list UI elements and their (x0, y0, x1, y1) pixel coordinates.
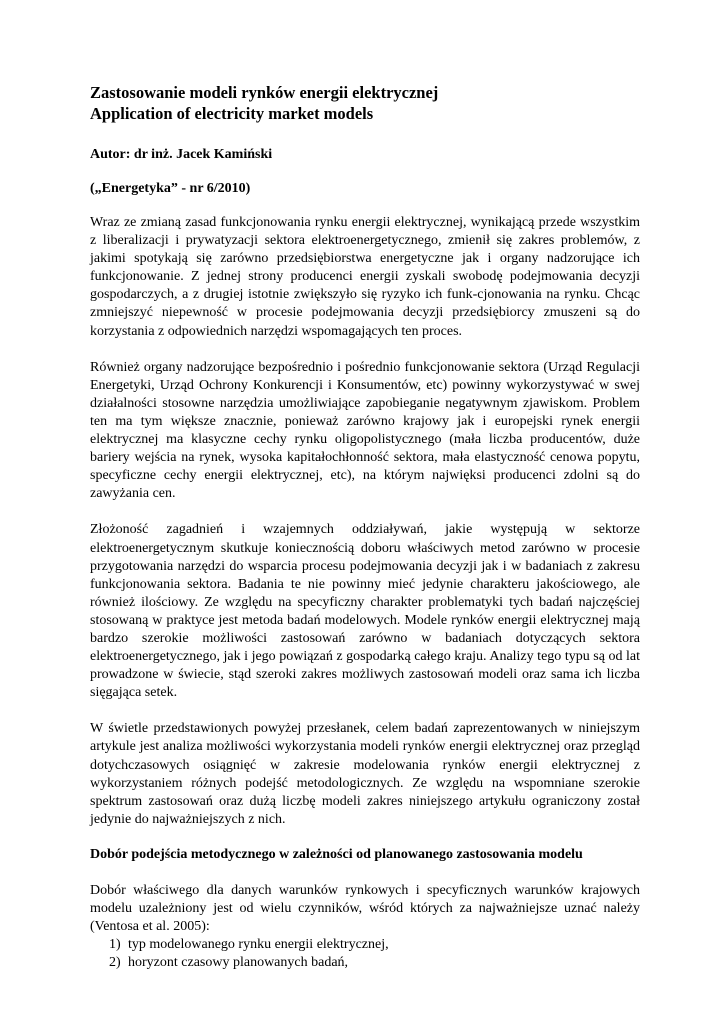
paragraph-3: Złożoność zagadnień i wzajemnych oddziaływań, jakie występują w sektorze elektroenergetycznym skutkuje koniecznością doboru właściwych metod zarówno w procesie przygotowania narzędzi do wsparcia procesu podejmowania decyzji jak i w badaniach z zakresu funkcjonowania sektora. Badania te nie powinny mieć jedynie charakteru jakościowego, ale również ilościowy. Ze względu na specyficzny charakter problematyki tych badań najczęściej stosowaną w praktyce jest metoda badań modelowych. Modele rynków energii elektrycznej mają bardzo szerokie możliwości zastosowań zarówno w badaniach dotyczących sektora elektroenergetycznego, jak i jego powiązań z gospodarką całego kraju. Analizy tego typu są od lat prowadzone w świecie, stąd szeroki zakres możliwych zastosowań modeli oraz sama ich liczba sięgająca setek. (90, 522, 640, 701)
list-item-number: 2) (109, 955, 121, 971)
paragraph-4: W świetle przedstawionych powyżej przesłanek, celem badań zaprezentowanych w niniejszym artykule jest analiza możliwości wykorzystania modeli rynków energii elektrycznej oraz przegląd dotychczasowych osiągnięć w zakresie modelowania rynków energii elektrycznej z wykorzystaniem różnych podejść metodologicznych. Ze względu na wspomniane szerokie spektrum zastosowań oraz dużą liczbę modeli zakres niniejszego artykułu ograniczony został jedynie do najważniejszych z nich. (90, 721, 640, 827)
section-heading: Dobór podejścia metodycznego w zależności od planowanego zastosowania modelu (90, 846, 583, 862)
document-page (90, 82, 640, 972)
numbered-list (90, 936, 640, 972)
source-line: („Energetyka” - nr 6/2010) (90, 181, 251, 196)
title-polish: Zastosowanie modeli rynków energii elektrycznej (90, 83, 439, 102)
title-english: Application of electricity market models (90, 104, 374, 123)
list-item-text: horyzont czasowy planowanych badań, (128, 955, 349, 971)
section-paragraph: Dobór właściwego dla danych warunków rynkowych i specyficznych warunków krajowych modelu uzależniony jest od wielu czynników, wśród których za najważniejsze uznać należy (Ventosa et al. 2005): (90, 882, 640, 935)
paragraph-2: Również organy nadzorujące bezpośrednio i pośrednio funkcjonowanie sektora (Urząd Regulacji Energetyki, Urząd Ochrony Konkurencji i Konsumentów, etc) powinny wykorzystywać w swej działalności stosowne narzędzia umożliwiające zapobieganie negatywnym zjawiskom. Problem ten ma tym większe znacznie, ponieważ zarówno krajowy jak i europejski rynek energii elektrycznej ma klasyczne cechy rynku oligopolistycznego (mała liczba producentów, duże bariery wejścia na rynek, wysoka kapitałochłonność sektora, mała elastyczność cenowa popytu, specyficzne cechy energii elektrycznej, etc), na którym najwięksi producenci zdolni są do zawyżania cen. (90, 359, 640, 502)
author-line: Autor: dr inż. Jacek Kamiński (90, 147, 273, 162)
list-item-number: 1) (109, 937, 121, 953)
list-item (90, 936, 640, 954)
paragraph-1: Wraz ze zmianą zasad funkcjonowania rynku energii elektrycznej, wynikającą przede wszystkim z liberalizacji i prywatyzacji sektora elektroenergetycznego, zmienił się zakres problemów, z jakimi spotykają się zarówno przedsiębiorstwa energetyczne jak i organy nadzorujące ich funkcjonowanie. Z jednej strony producenci energii zyskali swobodę podejmowania decyzji gospodarczych, a z drugiej istotnie zwiększyło się ryzyko ich funk-cjonowania na rynku. Chcąc zmniejszyć niepewność w procesie podejmowania decyzji przedsiębiorcy zmuszeni są do korzystania z odpowiednich narzędzi wspomagających ten proces. (90, 215, 640, 339)
list-item-text: typ modelowanego rynku energii elektrycznej, (128, 937, 389, 953)
list-item (90, 954, 640, 972)
